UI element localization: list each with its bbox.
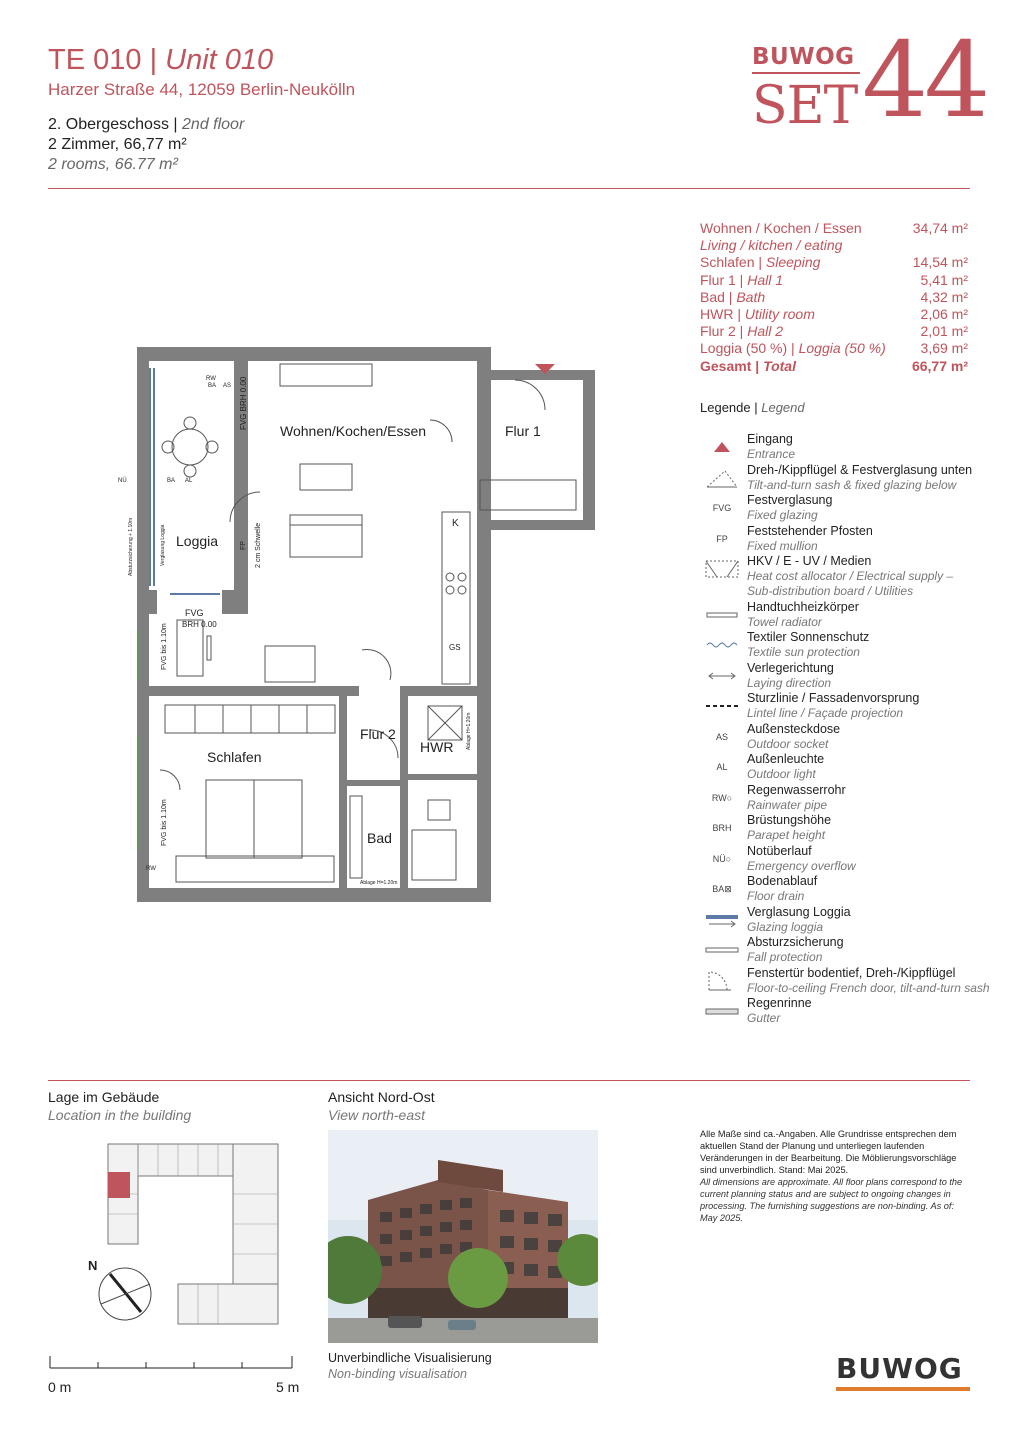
rooms-en: 2 rooms, 66.77 m² — [48, 156, 178, 173]
area-row-living — [700, 220, 968, 237]
area-label: HWR — [700, 306, 734, 323]
area-label-en: Hall 1 — [747, 271, 784, 288]
room-label-hall2: Flur 2 — [360, 726, 396, 742]
legend-item — [700, 554, 990, 585]
legend-label: Bodenablauf — [747, 874, 818, 888]
legend-label-en: Fixed glazing — [747, 508, 818, 522]
area-value: 2,01 m² — [920, 323, 968, 340]
title-separator: | — [149, 44, 158, 76]
legend-label-en: Gutter — [747, 1011, 781, 1025]
legend-label-en: Rainwater pipe — [747, 797, 828, 812]
area-value: 4,32 m² — [920, 288, 968, 305]
plan-annotation-threshold: 2 cm Schwelle — [255, 522, 262, 568]
plan-annotation-rw: RW — [206, 376, 216, 382]
legend-title: Legende | Legend — [700, 400, 805, 415]
legend-item — [700, 463, 990, 494]
legend-title-en: Legend — [761, 400, 805, 415]
room-label-loggia: Loggia — [176, 533, 219, 549]
rendering-image — [328, 1130, 598, 1343]
dashed-line-icon — [700, 693, 744, 719]
legend-item — [700, 752, 990, 783]
floor-plan — [110, 340, 620, 910]
legend-title-de: Legende — [700, 400, 751, 415]
legend-label-en: Glazing loggia — [747, 919, 824, 934]
area-value: 3,69 m² — [920, 340, 968, 357]
view-subtitle: View north-east — [328, 1107, 426, 1123]
fall-protection-icon — [700, 937, 744, 963]
legend-label-en: Textile sun protection — [747, 645, 860, 659]
legend-label: Notüberlauf — [747, 843, 812, 858]
legend-list — [700, 432, 990, 1027]
legend-item — [700, 600, 990, 631]
plan-annotation-rw2: RW — [146, 866, 156, 872]
legend-item — [700, 966, 990, 997]
plan-annotation-ba: BA — [208, 383, 217, 389]
sun-protection-icon — [700, 632, 744, 658]
room-label-utility: HWR — [420, 739, 454, 755]
disclaimer-en: All dimensions are approximate. All floor plans correspond to the current planning status and are subject to ongoing changes in processing. The furnishing suggestions are non-binding. As of: May 2025. — [700, 1177, 963, 1223]
plan-annotation-verglasung: Verglasung Loggia — [160, 524, 166, 566]
area-label: Wohnen / Kochen / Essen — [700, 220, 862, 236]
legend-label: Festverglasung — [747, 493, 833, 507]
area-row-total: Gesamt | Total 66,77 m² — [700, 357, 968, 374]
area-label-en: Hall 2 — [747, 323, 784, 340]
area-value: 14,54 m² — [912, 254, 968, 271]
legend-label-en: Entrance — [747, 447, 796, 461]
plan-annotation-ablage-hwr: Ablage H=1.20m — [466, 712, 472, 750]
area-label-en: Total — [763, 357, 796, 374]
legend-label: Feststehender Pfosten — [747, 523, 873, 538]
legend-label-en: Fall protection — [747, 950, 823, 964]
legend-label: Außenleuchte — [747, 752, 825, 766]
legend-item — [700, 783, 990, 814]
plan-annotation-k: K — [452, 518, 459, 529]
view-caption: Unverbindliche Visualisierung — [328, 1351, 492, 1365]
plan-annotation-ba2: BA — [167, 478, 176, 484]
logo-brand: BUWOG — [752, 44, 855, 70]
logo-number: 44 — [862, 19, 987, 141]
legend-label-en: Tilt-and-turn sash & fixed glazing below — [747, 477, 957, 492]
plan-annotation-absturz: Absturzsicherung + 1.10m — [128, 517, 134, 576]
legend-label: Regenwasserrohr — [747, 782, 846, 797]
legend-label: Eingang — [747, 432, 793, 446]
legend-item — [700, 935, 990, 966]
logo-divider — [752, 72, 860, 74]
legend-label: Textiler Sonnenschutz — [747, 630, 870, 644]
floor-en: 2nd floor — [182, 116, 245, 133]
area-label-en: Bath — [736, 288, 766, 305]
footer-divider — [48, 1080, 970, 1081]
north-label: N — [88, 1258, 98, 1273]
building-rendering — [328, 1130, 598, 1343]
legend-label: Außensteckdose — [747, 721, 841, 736]
address: Harzer Straße 44, 12059 Berlin-Neukölln — [48, 80, 356, 99]
scale-start: 0 m — [48, 1379, 72, 1395]
entrance-triangle-icon — [700, 434, 744, 460]
gutter-icon — [700, 998, 744, 1024]
legend-label-en: Outdoor light — [747, 767, 816, 781]
scale-end: 5 m — [276, 1379, 300, 1395]
legend-label-en: Lintel line / Façade projection — [747, 706, 904, 720]
legend-item — [700, 722, 990, 753]
legend-label: Brüstungshöhe — [747, 813, 832, 827]
area-row-sleeping: Schlafen | Sleeping 14,54 m² — [700, 254, 968, 271]
area-label: Gesamt — [700, 357, 752, 374]
area-value: 34,74 m² — [912, 220, 968, 236]
area-value: 2,06 m² — [920, 306, 968, 323]
text-circle-icon: RW ○ — [711, 792, 733, 803]
legend-label-en: Parapet height — [747, 828, 826, 842]
legend-item — [700, 493, 990, 524]
legend-item — [700, 630, 990, 661]
legend-item — [700, 813, 990, 844]
area-row-bath: Bad | Bath 4,32 m² — [700, 288, 968, 305]
area-value: 66,77 m² — [911, 357, 968, 374]
room-label-hall1: Flur 1 — [505, 423, 541, 439]
legend-item — [700, 874, 990, 905]
view-title: Ansicht Nord-Ost — [328, 1089, 435, 1105]
legend-label-en: Floor-to-ceiling French door, tilt-and-turn sash — [747, 980, 990, 995]
legend-label-en: Heat cost allocator / Electrical supply – — [747, 569, 954, 583]
area-label-en: Sleeping — [765, 254, 821, 271]
footer-logo: BUWOG — [836, 1352, 963, 1385]
legend-label-en: Floor drain — [747, 889, 805, 903]
rooms-de: 2 Zimmer, 66,77 m² — [48, 136, 187, 153]
laying-arrow-icon — [700, 663, 744, 689]
room-label-sleeping: Schlafen — [207, 749, 262, 765]
legend-item — [700, 844, 990, 875]
legend-label-en: Sub-distribution board / Utilities — [747, 583, 914, 598]
area-table — [700, 220, 968, 375]
disclaimer-de: Alle Maße sind ca.-Angaben. Alle Grundrisse entsprechen dem aktuellen Stand der Planung und unterliegen laufenden Veränderungen in der Bearbeitung. Die Möblierungsvorschläge sind unverbindlich. Stand: Mai 2025. — [700, 1129, 957, 1175]
plan-annotation-as: AS — [223, 383, 232, 389]
text-box-icon: BA ⊠ — [712, 883, 732, 894]
area-label: Flur 1 — [700, 271, 736, 288]
compass-axis — [101, 1284, 150, 1304]
legend-label-en: Towel radiator — [747, 614, 822, 629]
location-title: Lage im Gebäude — [48, 1089, 160, 1105]
legend-label: Handtuchheizkörper — [747, 599, 859, 614]
tilt-turn-window-icon — [700, 465, 744, 491]
footer-logo-bar — [836, 1387, 970, 1391]
disclaimer — [700, 1128, 972, 1224]
legend-label-en: Fixed mullion — [747, 538, 818, 553]
area-label: Loggia (50 %) — [700, 340, 788, 357]
legend-label: Absturzsicherung — [747, 935, 844, 949]
plan-annotation-fvg-bis: FVG bis 1.10m — [161, 623, 168, 670]
compass-needle — [110, 1274, 141, 1312]
utility-boxes-icon — [700, 556, 744, 582]
area-label-en: Utility room — [744, 306, 815, 323]
header-divider — [48, 188, 970, 189]
floor-info — [48, 116, 244, 134]
plan-annotation-fp: FP — [240, 541, 247, 550]
area-row-living-en — [700, 237, 968, 254]
building-outline — [108, 1144, 278, 1324]
legend-item — [700, 691, 990, 722]
floor-separator: | — [173, 116, 178, 133]
text-icon: FVG — [712, 503, 732, 513]
area-row-hall2: Flur 2 | Hall 2 2,01 m² — [700, 323, 968, 340]
text-icon: BRH — [712, 823, 732, 833]
unit-de: TE 010 — [48, 44, 142, 76]
legend-label: HKV / E - UV / Medien — [747, 554, 872, 568]
legend-label: Regenrinne — [747, 996, 812, 1010]
legend-label: Verlegerichtung — [747, 660, 834, 675]
legend-label: Sturzlinie / Fassadenvorsprung — [747, 691, 920, 705]
text-icon: AL — [716, 762, 728, 772]
plan-annotation-brh: BRH 0.00 — [182, 620, 217, 629]
page-title — [48, 44, 273, 77]
plan-annotation-fvg-bis-2: FVG bis 1.10m — [161, 799, 168, 846]
room-label-living: Wohnen/Kochen/Essen — [280, 423, 427, 439]
plan-annotation-gs: GS — [449, 643, 461, 652]
legend-item — [700, 905, 990, 936]
scale-bar — [48, 1352, 294, 1374]
area-row-utility: HWR | Utility room 2,06 m² — [700, 306, 968, 323]
area-label-en: Living / kitchen / eating — [700, 237, 843, 254]
plan-annotation-ablage-bad: Ablage H=1.20m — [360, 880, 398, 886]
legend-label-en: Laying direction — [747, 675, 832, 690]
towel-radiator-icon — [700, 602, 744, 628]
legend-item — [700, 661, 990, 692]
area-row-loggia: Loggia (50 %) | Loggia (50 %) 3,69 m² — [700, 340, 968, 357]
legend-label: Fenstertür bodentief, Dreh-/Kippflügel — [747, 965, 956, 980]
plan-annotation-al: AL — [185, 478, 193, 484]
legend-label-en: Outdoor socket — [747, 736, 829, 751]
legend-label: Verglasung Loggia — [747, 904, 851, 919]
area-label-en: Loggia (50 %) — [798, 340, 886, 357]
legend-label-en: Emergency overflow — [747, 858, 856, 873]
text-icon: FP — [716, 533, 728, 544]
legend-item — [700, 524, 990, 555]
area-label: Schlafen — [700, 254, 755, 271]
plan-annotation-nu: NÜ — [118, 478, 127, 484]
unit-en: Unit 010 — [165, 44, 274, 76]
area-label: Bad — [700, 288, 725, 305]
text-circle-icon: NÜ ○ — [712, 853, 732, 864]
unit-highlight — [108, 1172, 130, 1198]
legend-item — [700, 585, 990, 600]
location-subtitle: Location in the building — [48, 1107, 192, 1123]
area-value: 5,41 m² — [920, 271, 968, 288]
room-label-bath: Bad — [367, 830, 392, 846]
legend-item — [700, 432, 990, 463]
floor-de: 2. Obergeschoss — [48, 116, 169, 133]
plan-annotation-fvg-vert: FVG BRH 0.00 — [239, 376, 248, 430]
location-diagram — [48, 1134, 298, 1344]
view-caption-en: Non-binding visualisation — [328, 1367, 467, 1381]
plan-annotation-fvg: FVG — [185, 608, 204, 618]
french-door-icon — [700, 968, 744, 994]
text-icon: AS — [715, 731, 728, 742]
area-row-hall1: Flur 1 | Hall 1 5,41 m² — [700, 271, 968, 288]
area-label: Flur 2 — [700, 323, 736, 340]
legend-label: Dreh-/Kippflügel & Festverglasung unten — [747, 462, 973, 477]
legend-item — [700, 996, 990, 1027]
glazing-loggia-icon — [700, 907, 744, 933]
logo-set: SET — [752, 76, 858, 136]
loggia-table — [162, 417, 218, 477]
